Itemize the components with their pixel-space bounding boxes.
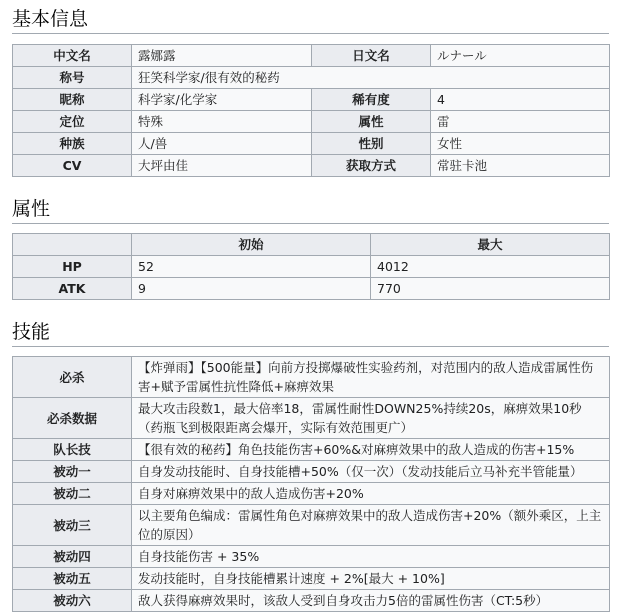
row-value: 科学家/化学家 bbox=[132, 89, 312, 111]
table-row bbox=[13, 546, 610, 568]
row-label: 称号 bbox=[13, 67, 132, 89]
row-value: 大坪由佳 bbox=[132, 155, 312, 177]
row-label: 必杀数据 bbox=[13, 398, 132, 439]
row-label: CV bbox=[13, 155, 132, 177]
row-value: 以主要角色编成：雷属性角色对麻痹效果中的敌人造成伤害+20%（额外乘区，上主位的原因） bbox=[132, 505, 610, 546]
row-value: 【炸弹雨】【500能量】向前方投掷爆破性实验药剂，对范围内的敌人造成雷属性伤害+赋予雷属性抗性降低+麻痹效果 bbox=[132, 357, 610, 398]
max-value: 770 bbox=[371, 278, 610, 300]
row-label: 被动六 bbox=[13, 590, 132, 612]
row-label: HP bbox=[13, 256, 132, 278]
row-value: 特殊 bbox=[132, 111, 312, 133]
section-title-basic-info: 基本信息 bbox=[12, 4, 609, 34]
section-title-attributes: 属性 bbox=[12, 194, 609, 224]
row-value: 【很有效的秘药】角色技能伤害+60%&对麻痹效果中的敌人造成的伤害+15% bbox=[132, 439, 610, 461]
column-header-initial: 初始 bbox=[132, 234, 371, 256]
table-row bbox=[13, 398, 610, 439]
table-row bbox=[13, 568, 610, 590]
table-row bbox=[13, 278, 610, 300]
column-header bbox=[13, 234, 132, 256]
initial-value: 52 bbox=[132, 256, 371, 278]
row-value: 自身发动技能时、自身技能槽+50%（仅一次）（发动技能后立马补充半管能量） bbox=[132, 461, 610, 483]
section-title-skills: 技能 bbox=[12, 317, 609, 347]
row-value: 自身对麻痹效果中的敌人造成伤害+20% bbox=[132, 483, 610, 505]
row-label: 性别 bbox=[312, 133, 431, 155]
row-label: 日文名 bbox=[312, 45, 431, 67]
row-label: 昵称 bbox=[13, 89, 132, 111]
row-label: 被动四 bbox=[13, 546, 132, 568]
row-label: 被动五 bbox=[13, 568, 132, 590]
table-row bbox=[13, 111, 610, 133]
row-value: 露娜露 bbox=[132, 45, 312, 67]
row-value: 人/兽 bbox=[132, 133, 312, 155]
row-label: 被动一 bbox=[13, 461, 132, 483]
row-label: 属性 bbox=[312, 111, 431, 133]
table-row bbox=[13, 155, 610, 177]
row-label: 获取方式 bbox=[312, 155, 431, 177]
row-label: ATK bbox=[13, 278, 132, 300]
row-label: 被动二 bbox=[13, 483, 132, 505]
table-row bbox=[13, 590, 610, 612]
table-row bbox=[13, 45, 610, 67]
row-label: 被动三 bbox=[13, 505, 132, 546]
initial-value: 9 bbox=[132, 278, 371, 300]
table-row bbox=[13, 89, 610, 111]
row-value: ルナール bbox=[431, 45, 610, 67]
table-row bbox=[13, 133, 610, 155]
row-label: 必杀 bbox=[13, 357, 132, 398]
row-value: 敌人获得麻痹效果时，该敌人受到自身攻击力5倍的雷属性伤害（CT:5秒） bbox=[132, 590, 610, 612]
row-label: 中文名 bbox=[13, 45, 132, 67]
table-row bbox=[13, 357, 610, 398]
table-header-row bbox=[13, 234, 610, 256]
attributes-table bbox=[12, 233, 610, 300]
row-value: 常驻卡池 bbox=[431, 155, 610, 177]
max-value: 4012 bbox=[371, 256, 610, 278]
row-label: 种族 bbox=[13, 133, 132, 155]
row-label: 定位 bbox=[13, 111, 132, 133]
row-label: 队长技 bbox=[13, 439, 132, 461]
skills-table bbox=[12, 356, 610, 612]
row-value: 雷 bbox=[431, 111, 610, 133]
row-value: 自身技能伤害 + 35% bbox=[132, 546, 610, 568]
column-header-max: 最大 bbox=[371, 234, 610, 256]
table-row bbox=[13, 505, 610, 546]
row-value: 4 bbox=[431, 89, 610, 111]
row-label: 稀有度 bbox=[312, 89, 431, 111]
table-row bbox=[13, 256, 610, 278]
row-value: 狂笑科学家/很有效的秘药 bbox=[132, 67, 610, 89]
row-value: 最大攻击段数1，最大倍率18，雷属性耐性DOWN25%持续20s，麻痹效果10秒（药瓶飞到极限距离会爆开，实际有效范围更广） bbox=[132, 398, 610, 439]
row-value: 发动技能时，自身技能槽累计速度 + 2%[最大 + 10%] bbox=[132, 568, 610, 590]
basic-info-table bbox=[12, 44, 610, 177]
table-row bbox=[13, 439, 610, 461]
row-value: 女性 bbox=[431, 133, 610, 155]
table-row bbox=[13, 67, 610, 89]
table-row bbox=[13, 461, 610, 483]
table-row bbox=[13, 483, 610, 505]
